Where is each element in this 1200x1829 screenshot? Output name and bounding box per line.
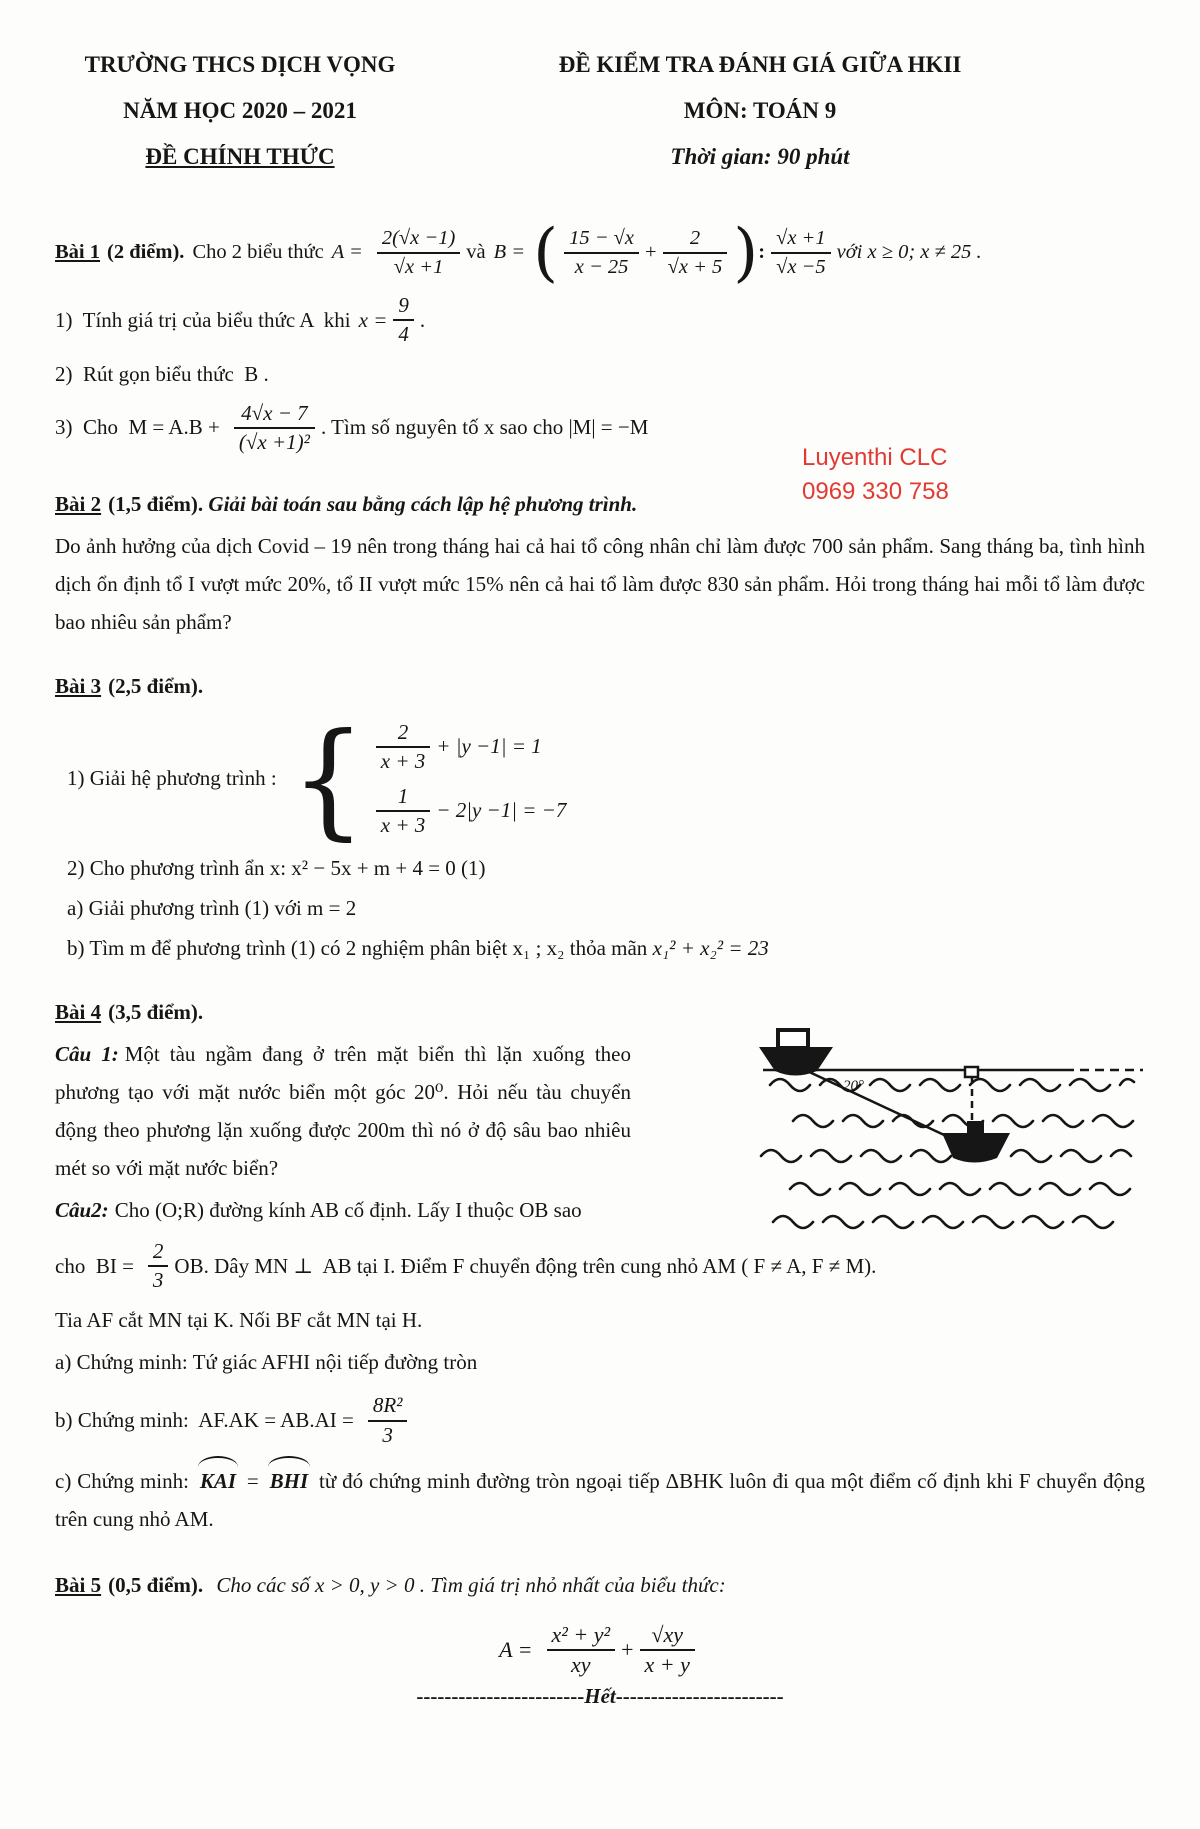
q3-text-pre: 3) Cho M = A.B + bbox=[55, 415, 220, 440]
q2-text: 2) Rút gọn biểu thức B . bbox=[55, 361, 269, 386]
problem4-label: Bài 4 bbox=[55, 999, 102, 1024]
wave-row-5 bbox=[773, 1216, 1113, 1228]
problem4-cau2-line2 bbox=[55, 1239, 1145, 1293]
contact-name: Luyenthi CLC bbox=[802, 444, 948, 471]
problem4-qc bbox=[55, 1462, 1145, 1538]
school-year: NĂM HỌC 2020 – 2021 bbox=[123, 98, 357, 123]
fraction-B3: $\frac{√x +1}{√x -5}$ bbox=[771, 226, 831, 279]
exam-header bbox=[55, 42, 1145, 180]
wave-row-2 bbox=[793, 1115, 1133, 1127]
divide-colon: : bbox=[758, 241, 766, 264]
problem3-qb bbox=[67, 929, 1145, 967]
arc-angle-KAI: KAI bbox=[198, 1462, 238, 1500]
end-dashes-left: ------------------------ bbox=[416, 1684, 585, 1709]
system-intro: 1) Giải hệ phương trình : bbox=[67, 766, 277, 791]
q3-text-post: . Tìm số nguyên tố x sao cho |M| = −M bbox=[320, 415, 649, 440]
problem5-heading bbox=[55, 1566, 1145, 1604]
fraction-eq1: $\frac{2}{x + 3}$ bbox=[376, 720, 431, 774]
plus-sign: + bbox=[645, 241, 657, 264]
fraction-sqrtxy-xy: $\frac{√xy}{x + y}$ bbox=[640, 1622, 695, 1679]
qc-equals: = bbox=[246, 1468, 259, 1493]
wave-row-3 bbox=[761, 1150, 1131, 1162]
problem2-label: Bài 2 bbox=[55, 491, 102, 516]
qc-post: từ đó chứng minh đường tròn ngoại tiếp ΔBHK luôn đi qua một điểm cố định khi F chuyển động trên cung nhỏ AM. bbox=[55, 1468, 1145, 1531]
angle-label: 20° bbox=[843, 1077, 864, 1094]
problem5-label: Bài 5 bbox=[55, 1572, 102, 1597]
q1-x: x = bbox=[358, 307, 388, 332]
contact-watermark bbox=[802, 441, 949, 509]
problem2-heading bbox=[55, 485, 1145, 523]
equation-system bbox=[370, 715, 567, 843]
end-label: Hết bbox=[584, 1684, 616, 1709]
q1-text: 1) Tính giá trị của biểu thức A khi bbox=[55, 307, 351, 332]
wave-lines bbox=[761, 1079, 1134, 1228]
fraction-9-4: $\frac{9}{4}$ bbox=[393, 293, 414, 347]
problem3-q2: 2) Cho phương trình ẩn x: x² − 5x + m + 4 = 0 (1) bbox=[67, 855, 486, 880]
condition-text: với x ≥ 0; x ≠ 25 . bbox=[836, 241, 982, 264]
qb-pre: b) Chứng minh: AF.AK = AB.AI = bbox=[55, 1408, 354, 1432]
q1-period: . bbox=[419, 307, 426, 332]
depth-marker bbox=[965, 1067, 978, 1077]
qb-text: b) Tìm m để phương trình (1) có 2 nghiệm phân biệt x₁ ; x₂ thỏa mãn bbox=[67, 935, 648, 960]
fraction-M: $\frac{4√x - 7}{\text{(√x +1)²}}$ bbox=[234, 401, 315, 455]
math-B-lhs: B = bbox=[493, 241, 526, 264]
problem3-q1: 1) Giải hệ phương trình : { $\frac{2}{x + 3}$ + |y −1| = 1 $\frac{1}{x + 3}$ − 2|y −1| = −7 bbox=[67, 705, 567, 853]
problem5-intro: Cho các số x > 0, y > 0 . Tìm giá trị nhỏ nhất của biểu thức: bbox=[216, 1572, 726, 1597]
wave-row-4 bbox=[790, 1183, 1130, 1195]
cau2-label: Câu2: bbox=[55, 1197, 109, 1222]
problem4-block bbox=[55, 993, 1145, 1538]
exam-title-block bbox=[525, 42, 995, 180]
problem4-qb bbox=[55, 1393, 1145, 1447]
problem3-label: Bài 3 bbox=[55, 673, 102, 698]
problem5-points: (0,5 điểm). bbox=[108, 1572, 204, 1597]
qc-pre: c) Chứng minh: bbox=[55, 1468, 189, 1493]
problem1-label: Bài 1 bbox=[55, 241, 100, 264]
exam-title: ĐỀ KIỂM TRA ĐÁNH GIÁ GIỮA HKII bbox=[558, 52, 962, 77]
problem1-intro-text: Cho 2 biểu thức bbox=[192, 241, 324, 264]
problem4-points: (3,5 điểm). bbox=[108, 999, 204, 1024]
equation-1-rest: + |y −1| = 1 bbox=[436, 734, 542, 759]
formula-A-lhs: A = bbox=[499, 1637, 533, 1663]
formula-plus: + bbox=[621, 1637, 634, 1663]
submarine-diagram bbox=[645, 1017, 1145, 1235]
problem1-points: (2 điểm). bbox=[107, 241, 185, 264]
school-name: TRƯỜNG THCS DỊCH VỌNG bbox=[84, 52, 396, 77]
cau1-body: Một tàu ngầm đang ở trên mặt biển thì lặn xuống theo phương tạo với mặt nước biển một góc 20⁰. Hỏi nếu tàu chuyển động theo phương lặn xuống được 200m thì nó ở độ sâu bao nhiêu mét so với mặt nước biển? bbox=[55, 1041, 631, 1180]
end-divider bbox=[55, 1684, 1145, 1709]
math-A-lhs: A = bbox=[331, 241, 363, 264]
problem1-q3 bbox=[55, 401, 1145, 455]
fraction-2-3: $\frac{2}{3}$ bbox=[148, 1239, 169, 1293]
fraction-8R2-3: $\frac{\text{8R²}}{3}$ bbox=[368, 1393, 408, 1447]
equation-1 bbox=[370, 715, 567, 779]
cau2-line1: Cho (O;R) đường kính AB cố định. Lấy I thuộc OB sao bbox=[114, 1197, 582, 1222]
word-and: và bbox=[466, 241, 486, 264]
problem4-cau2-line3: Tia AF cắt MN tại K. Nối BF cắt MN tại H. bbox=[55, 1308, 423, 1333]
arc-angle-BHI: BHI bbox=[268, 1462, 311, 1500]
problem2-subtitle: Giải bài toán sau bằng cách lập hệ phương trình. bbox=[208, 491, 638, 516]
fraction-x2y2-xy: $\frac{\text{x² + y²}}{xy}$ bbox=[547, 1622, 616, 1679]
problem1-q2 bbox=[55, 362, 1145, 387]
fraction-B2: $\frac{2}{√x + 5}$ bbox=[663, 226, 728, 279]
fraction-eq2: $\frac{1}{x + 3}$ bbox=[376, 784, 431, 838]
problem1-intro: Bài 1 (2 điểm). Cho 2 biểu thức A = $\frac{2(√x -1)}{√x +1}$ và B = ( $\frac{15 - √x}{x - 25}$ + $\frac{2}{√x + 5}$ ) : $\frac{√x +1}{√x -5}$ với x ≥ 0; x ≠ 25 . bbox=[55, 215, 982, 290]
fraction-A: $\frac{2(√x -1)}{√x +1}$ bbox=[377, 226, 460, 279]
problem2-points: (1,5 điểm). bbox=[108, 491, 204, 516]
equation-2 bbox=[370, 779, 567, 843]
cau2-rest: OB. Dây MN ⊥ AB tại I. Điểm F chuyển động trên cung nhỏ AM ( F ≠ A, F ≠ M). bbox=[174, 1253, 877, 1278]
problem5-formula bbox=[55, 1622, 1145, 1679]
cau1-label: Câu 1: bbox=[55, 1041, 119, 1066]
qb-math: x₁² + x₂² = 23 bbox=[652, 935, 769, 960]
contact-phone: 0969 330 758 bbox=[802, 478, 949, 505]
official-exam-label: ĐỀ CHÍNH THỨC bbox=[145, 144, 335, 169]
problem1-q1 bbox=[55, 293, 1145, 347]
problem4-qa: a) Chứng minh: Tứ giác AFHI nội tiếp đường tròn bbox=[55, 1350, 478, 1375]
problem3-heading bbox=[55, 667, 1145, 705]
cau2-cho: cho BI = bbox=[55, 1253, 134, 1278]
end-dashes-right: ------------------------ bbox=[615, 1684, 784, 1709]
exam-subject: MÔN: TOÁN 9 bbox=[683, 98, 837, 123]
boat-icon bbox=[759, 1030, 833, 1076]
problem3-qa: a) Giải phương trình (1) với m = 2 bbox=[67, 895, 357, 920]
fraction-B1: $\frac{15 - √x}{x - 25}$ bbox=[564, 226, 639, 279]
wave-row-1 bbox=[770, 1079, 1134, 1091]
school-block bbox=[55, 42, 425, 180]
equation-2-rest: − 2|y −1| = −7 bbox=[436, 798, 567, 823]
problem2-body: Do ảnh hưởng của dịch Covid – 19 nên trong tháng hai cả hai tổ công nhân chỉ làm được 700 sản phẩm. Sang tháng ba, tình hình dịch ổn định tổ I vượt mức 20%, tổ II vượt mức 15% nên cả hai tổ làm được 830 sản phẩm. Hỏi trong tháng hai mỗi tổ làm được bao nhiêu sản phẩm? bbox=[55, 533, 1145, 634]
problem3-points: (2,5 điểm). bbox=[108, 673, 204, 698]
exam-duration: Thời gian: 90 phút bbox=[670, 144, 850, 169]
